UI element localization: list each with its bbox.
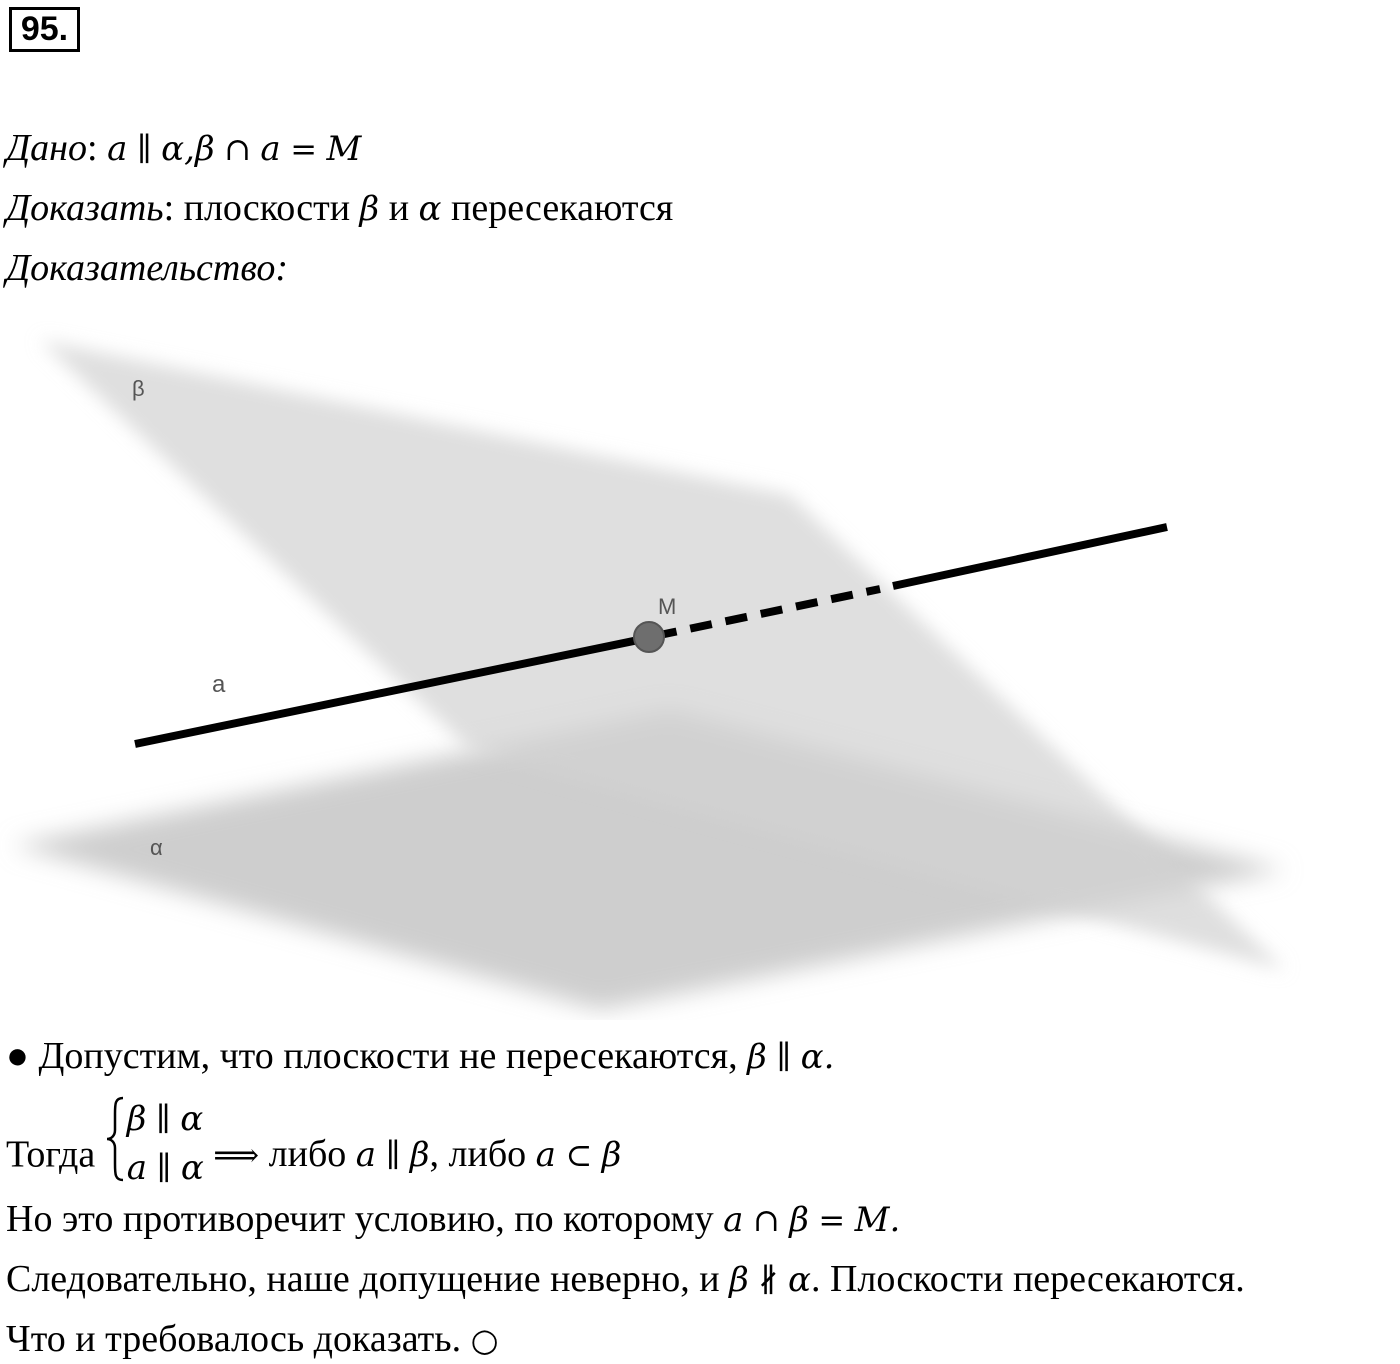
prove-beta: β (359, 189, 380, 229)
assume-par: ∥ (776, 1038, 792, 1076)
either1-a: a (355, 1135, 377, 1175)
either2-a: a (535, 1135, 556, 1175)
concl-alpha: α (788, 1260, 811, 1300)
given-line (6, 124, 361, 173)
contr-eq: = (818, 1201, 846, 1239)
contradiction-text: Но это противоречит условию, по которому (6, 1198, 724, 1240)
assume-line (6, 1032, 834, 1081)
contr-a: a (723, 1200, 744, 1240)
conclusion-text: Следовательно, наше допущение неверно, и (6, 1258, 730, 1300)
point-M (634, 622, 664, 652)
prove-line (6, 184, 673, 233)
then-word: Тогда (6, 1133, 96, 1176)
line-a-solid-upper (893, 527, 1167, 586)
bullet-icon: ● (6, 1035, 29, 1077)
either-text-2: , либо (429, 1133, 536, 1175)
prove-alpha: α (418, 189, 442, 229)
given-a1: a (107, 129, 128, 169)
given-alpha: α (161, 129, 185, 169)
assume-text: Допустим, что плоскости не пересекаются, (28, 1035, 748, 1077)
label-alpha: α (150, 835, 163, 860)
concl-not-parallel: ∦ (758, 1261, 779, 1299)
given-label: Дано (6, 127, 88, 169)
either1-beta: β (409, 1135, 430, 1175)
given-comma: , (184, 129, 195, 169)
contr-M: M (854, 1200, 890, 1240)
brace-icon (105, 1094, 127, 1184)
prove-label: Доказать (6, 187, 164, 229)
qed-text: Что и требовалось доказать. (6, 1318, 471, 1360)
either2-beta: β (601, 1135, 622, 1175)
problem-number: 95. (9, 7, 80, 52)
assume-beta: β (747, 1037, 767, 1077)
prove-text2: и (379, 187, 419, 229)
given-M: M (326, 129, 362, 169)
assume-alpha: α (800, 1037, 824, 1077)
concl-end: . Плоскости пересекаются. (810, 1258, 1245, 1300)
given-a2: a (260, 129, 281, 169)
given-beta: β (194, 129, 215, 169)
given-cap: ∩ (224, 130, 251, 168)
contradiction-line (6, 1195, 900, 1244)
either1-par: ∥ (385, 1136, 401, 1174)
either2-subset: ⊂ (565, 1136, 593, 1174)
contr-cap: ∩ (752, 1201, 780, 1239)
either-text-1: либо (259, 1133, 356, 1175)
contr-end: . (889, 1200, 901, 1240)
conclusion-line (6, 1255, 1245, 1304)
given-par: ∥ (136, 130, 152, 168)
given-colon: : (87, 127, 98, 169)
then-line (6, 1094, 621, 1190)
concl-beta: β (729, 1260, 749, 1300)
geometry-figure (0, 320, 1400, 1020)
label-M: M (658, 594, 677, 619)
label-a: a (212, 671, 226, 698)
qed-icon: ○ (470, 1321, 499, 1359)
system-row-1: β ∥ α (126, 1099, 204, 1139)
implies-icon: ⟹ (213, 1136, 260, 1174)
contr-beta: β (789, 1200, 809, 1240)
assume-end: . (823, 1037, 835, 1077)
given-eq: = (290, 130, 317, 168)
system-row-2: a ∥ α (126, 1148, 204, 1188)
prove-text1: : плоскости (163, 187, 360, 229)
prove-text3: пересекаются (441, 187, 674, 229)
label-beta: β (132, 376, 145, 401)
proof-label: Доказательство: (6, 247, 289, 289)
qed-line (6, 1315, 499, 1364)
